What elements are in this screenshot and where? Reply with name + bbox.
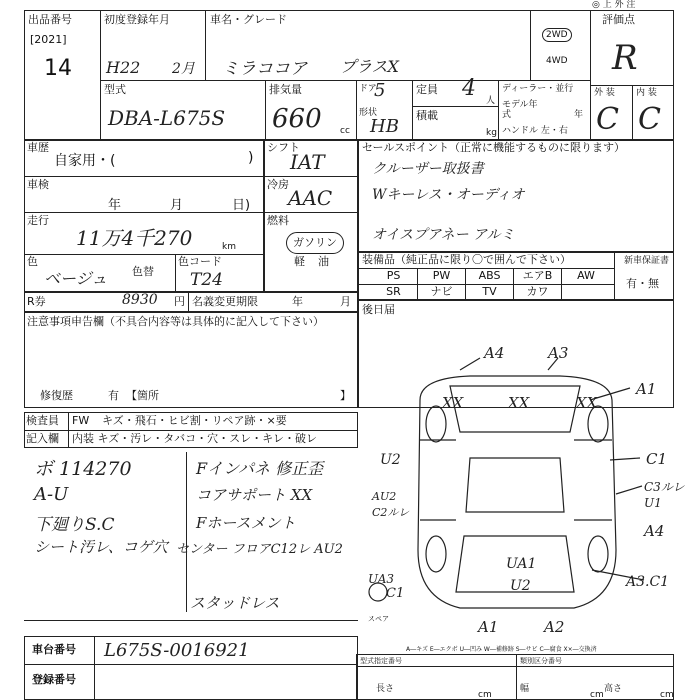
displacement-unit: cc [340,126,350,136]
reg-model-label: 型式指定番号 [360,657,402,665]
rating-int-label: 内 装 [636,88,657,98]
recycle-label: R券 [27,295,46,308]
first-reg-era: H22 [106,58,141,77]
color-code-label: 色コード [178,255,222,268]
mark-c1-right: C1 [646,450,668,468]
equip-pw: PW [418,268,466,284]
shift-value: IAT [290,150,325,174]
mileage-value: 11万4千270 [76,226,193,250]
rating-int: C [638,102,661,137]
displacement-value: 660 [272,104,322,134]
equip-navi: ナビ [418,284,466,300]
load-unit: kg [486,128,497,138]
handle-label: ハンドル 左・右 [502,126,568,136]
first-reg-month: 2月 [172,61,195,77]
checker-label: 検査員 [26,414,59,427]
deadline-year: 年 [292,295,303,308]
repair-detail: 【箇所 [126,389,159,402]
reg-frame [356,654,674,700]
equip-abs: ABS [466,268,514,284]
chassis-label: 車台番号 [32,643,76,656]
fuel-label: 燃料 [267,214,289,227]
mark-ua1: UA1 [506,556,537,572]
reg-width: 幅 [520,684,530,694]
recycle-frame [24,292,358,312]
note-1: ボ 114270 [34,458,132,480]
shaken-year: 年 [108,198,122,213]
mark-c3-right: C3ルレ [644,480,685,494]
mark-u2-bottom: U2 [510,578,531,594]
capacity-value: 4 [462,76,476,101]
mileage-label: 走行 [27,214,49,227]
color-label: 色 [27,255,38,268]
notes-label: 注意事項申告欄（不具合内容等は具体的に記入して下さい） [27,315,324,328]
mark-a1-right: A1 [636,380,657,398]
warranty-value: 有・無 [626,277,659,290]
lot-code: [2021] [30,33,67,46]
diagram-legend: A―キズ E―エクボ U―凹み W―補修跡 S―サビ C―腐食 X×―交換済 [406,646,597,653]
checker-legend-1: キズ・飛石・ヒビ割・リペア跡・×要 [102,414,287,427]
lot-label: 出品番号 [28,13,72,26]
car-label: 車名・グレード [210,13,287,26]
shaken-day: 日) [232,198,251,213]
fuel-kei: 軽 [294,255,305,268]
warranty-label: 新車保証書 [624,256,670,266]
deadline-month: 月 [340,295,351,308]
recycle-unit: 円 [174,295,185,308]
checker-label-2: 記入欄 [26,432,59,445]
note-9: スタッドレス [190,594,280,612]
shaken-label: 車検 [27,178,49,191]
fuel-gasoline: ガソリン [286,232,344,254]
mark-a1-bottom: A1 [478,618,499,636]
mark-ua3: UA3 [368,572,395,586]
reg-type-label: 類別区分番号 [520,657,562,665]
mark-a4-right: A4 [644,522,665,540]
note-2: A-U [34,484,69,505]
sales-line-3: オイスプアネー アルミ [372,227,515,243]
note-8: センター フロアC12レ AU2 [176,542,343,557]
reg-height-unit: cm [660,690,674,700]
deadline-label: 名義変更期限 [192,295,258,308]
car-roof [466,458,564,512]
doors-shape: HB [370,116,399,137]
color-change-label: 色替 [132,265,154,278]
capacity-label: 定員 [416,83,438,96]
spare-label: スペア [368,615,389,623]
reg-height: 高さ [604,684,623,694]
equipment-row-2 [370,284,614,300]
model-year-label: モデル年式 [502,100,538,120]
wheel-rl [426,536,446,572]
color-code: T24 [190,270,223,290]
note-7: Fホースメント [196,514,296,532]
equipment-label: 装備品（純正品に限り〇で囲んで下さい） [362,253,571,266]
note-6: コアサポート XX [196,486,313,504]
mark-a3c1: A3.C1 [626,574,670,590]
doors-value: 5 [374,80,386,101]
equip-blank [562,284,610,300]
history-label: 車歴 [27,141,49,154]
drive-4wd: 4WD [546,56,568,66]
note-5: Fインパネ 修正歪 [196,459,324,478]
mark-xx-left: XX [442,394,464,412]
drive-2wd: 2WD [542,28,572,42]
recycle-value: 8930 [122,292,158,308]
equip-tv: TV [466,284,514,300]
shaken-month: 月 [170,198,184,213]
mark-xx-right: XX [576,394,598,412]
car-diagram [360,340,674,640]
shift-label: シフト [267,141,300,154]
reg-length-unit: cm [478,690,492,700]
equipment-row-1 [370,268,614,284]
first-reg-label: 初度登録年月 [104,13,170,26]
load-label: 積載 [416,109,438,122]
mark-xx-mid: XX [508,394,530,412]
fuel-diesel: 油 [318,255,329,268]
repair-value: 有 [108,389,119,402]
doors-shape-label: 形状 [359,108,378,118]
car-grade: プラスX [340,57,399,76]
capacity-unit: 人 [486,96,496,106]
car-name: ミラココア [222,59,307,79]
checker-legend-2: 内装 キズ・汚レ・タバコ・穴・スレ・キレ・破レ [72,432,318,445]
ac-value: AAC [288,186,333,210]
repair-close: 】 [340,389,351,402]
doors-label: ドア [359,84,377,94]
chassis-value: L675S-0016921 [104,640,250,661]
reg-length: 長さ [376,684,395,694]
equip-aw: AW [577,269,595,282]
reg-label: 登録番号 [32,673,76,686]
note-3: 下廻りS.C [34,515,115,535]
color-value: ベージュ [44,269,108,288]
mark-a4-top: A4 [484,344,505,362]
equip-sr: SR [370,284,418,300]
dealer-label: ディーラー・並行 [502,84,574,94]
equip-ps: PS [370,268,418,284]
note-4: シート汚レ、コゲ穴 [34,538,168,556]
repair-label: 修復歴 [40,389,73,402]
header-mark: ◎ 上 外 注 [592,0,636,10]
rating-ext: C [596,102,619,137]
ac-label: 冷房 [267,178,289,191]
lot-number: 14 [44,56,72,81]
equip-airbag: エアB [514,268,562,284]
mark-c1-left: C1 [386,586,405,601]
rating-label: 評価点 [602,13,635,26]
mark-u2-left: U2 [380,452,401,468]
reg-width-unit: cm [590,690,604,700]
wheel-rr [588,536,608,572]
sales-label: セールスポイント（正常に機能するものに限ります） [362,141,626,154]
history-close: ) [248,150,254,166]
history-value: 自家用・( [54,153,116,169]
equip-leather: カワ [514,284,562,300]
year-unit: 年 [574,110,584,120]
checker-code: FW [72,414,90,427]
mileage-unit: km [222,242,236,252]
sales-line-1: クルーザー取扱書 [372,161,484,177]
mark-c2-left: C2ルレ [372,506,410,519]
mark-au2-left: AU2 [372,490,397,503]
model-label: 型式 [104,83,126,96]
sales-line-2: Wキーレス・オーディオ [372,187,525,203]
after-label: 後日届 [362,303,395,316]
rating-ext-label: 外 装 [594,88,615,98]
model-value: DBA-L675S [108,106,226,130]
displacement-label: 排気量 [269,83,302,96]
mark-a2-bottom: A2 [544,618,565,636]
rating-score: R [612,38,638,78]
mark-a3-top: A3 [548,344,569,362]
mark-u1-right: U1 [644,496,662,510]
